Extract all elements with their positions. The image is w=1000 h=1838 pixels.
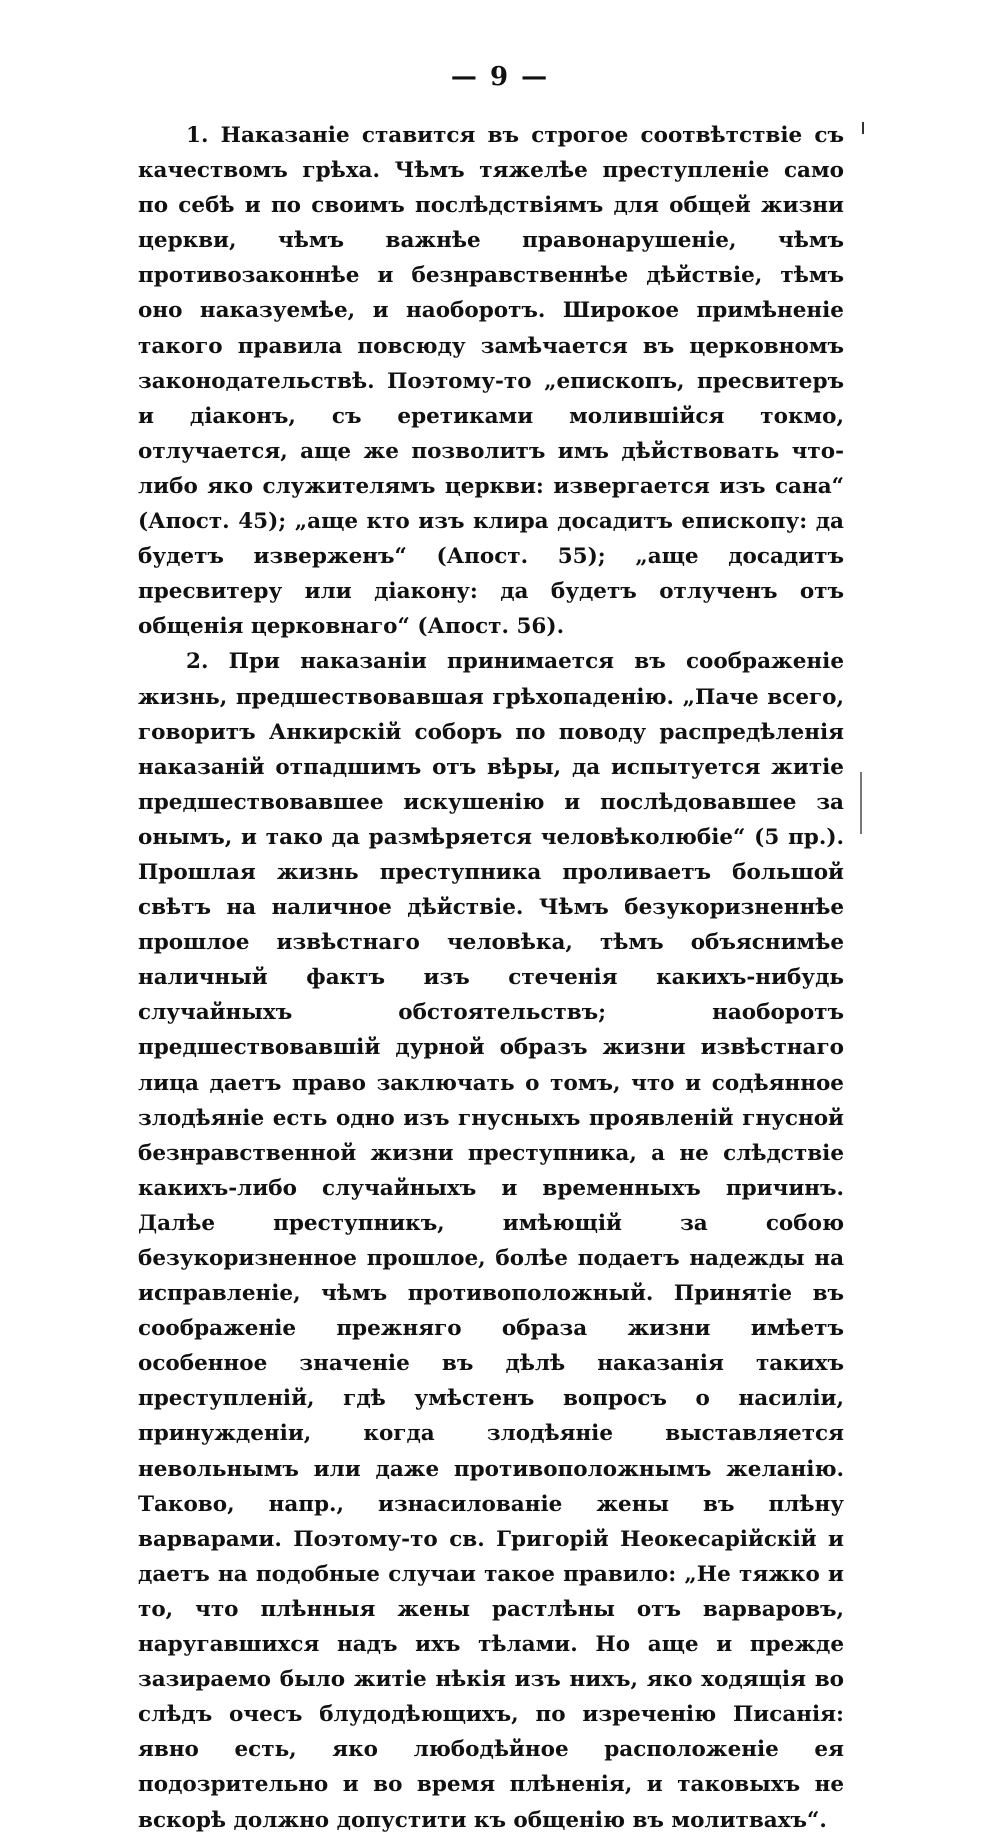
margin-mark: [862, 122, 864, 134]
paragraph-1: 1. Наказаніе ставится въ строгое соотвѣтствіе съ качествомъ грѣха. Чѣмъ тяжелѣе преступленіе само по себѣ и по своимъ послѣдствіямъ для общей жизни церкви, чѣмъ важнѣе правонарушеніе, чѣмъ противозаконнѣе и безнравственнѣе дѣйствіе, тѣмъ оно наказуемѣе, и наоборотъ. Широкое примѣненіе такого правила повсюду замѣчается въ церковномъ законодательствѣ. Поэтому-то „епископъ, пресвитеръ и діаконъ, съ еретиками молившійся токмо, отлучается, аще же позволитъ имъ дѣйствовать что-либо яко служителямъ церкви: извергается изъ сана“ (Апост. 45); „аще кто изъ клира досадитъ епископу: да будетъ изверженъ“ (Апост. 55); „аще досадитъ пресвитеру или діакону: да будетъ отлученъ отъ общенія церковнаго“ (Апост. 56).: [138, 123, 844, 640]
paragraph-2: 2. При наказаніи принимается въ соображеніе жизнь, предшествовавшая грѣхопаденію. „Паче всего, говоритъ Анкирскій соборъ по поводу распредѣленія наказаній отпадшимъ отъ вѣры, да испытуется житіе предшествовавшее искушенію и послѣдовавшее за онымъ, и тако да размѣряется человѣколюбіе“ (5 пр.). Прошлая жизнь преступника проливаетъ большой свѣтъ на наличное дѣйствіе. Чѣмъ безукоризненнѣе прошлое извѣстнаго человѣка, тѣмъ объяснимѣе наличный фактъ изъ стеченія какихъ-нибудь случайныхъ обстоятельствъ; наоборотъ предшествовавшій дурной образъ жизни извѣстнаго лица даетъ право заключать о томъ, что и содѣянное злодѣяніе есть одно изъ гнусныхъ проявленій гнусной безнравственной жизни преступника, а не слѣдствіе какихъ-либо случайныхъ и временныхъ причинъ. Далѣе преступникъ, имѣющій за собою безукоризненное прошлое, болѣе подаетъ надежды на исправленіе, чѣмъ противоположный. Принятіе въ соображеніе прежняго образа жизни имѣетъ особенное значеніе въ дѣлѣ наказанія такихъ преступленій, гдѣ умѣстенъ вопросъ о насиліи, принужденіи, когда злодѣяніе выставляется невольнымъ или даже противоположнымъ желанію. Таково, напр., изнасилованіе жены въ плѣну варварами. Поэтому-то св. Григорій Неокесарійскій и даетъ на подобные случаи такое правило: „Не тяжко и то, что плѣнныя жены растлѣны отъ варваровъ, наругавшихся надъ ихъ тѣлами. Но аще и прежде зазираемо было житіе нѣкія изъ нихъ, яко ходящія во слѣдъ очесъ блудодѣющихъ, по изреченію Писанія: явно есть, яко любодѣйное расположеніе ея подозрительно и во время плѣненія, и таковыхъ не вскорѣ должно допустити къ общенію въ молитвахъ“.: [138, 649, 844, 1833]
margin-mark: [860, 772, 862, 834]
body-text: [138, 118, 844, 1838]
page-number: — 9 —: [450, 62, 550, 92]
